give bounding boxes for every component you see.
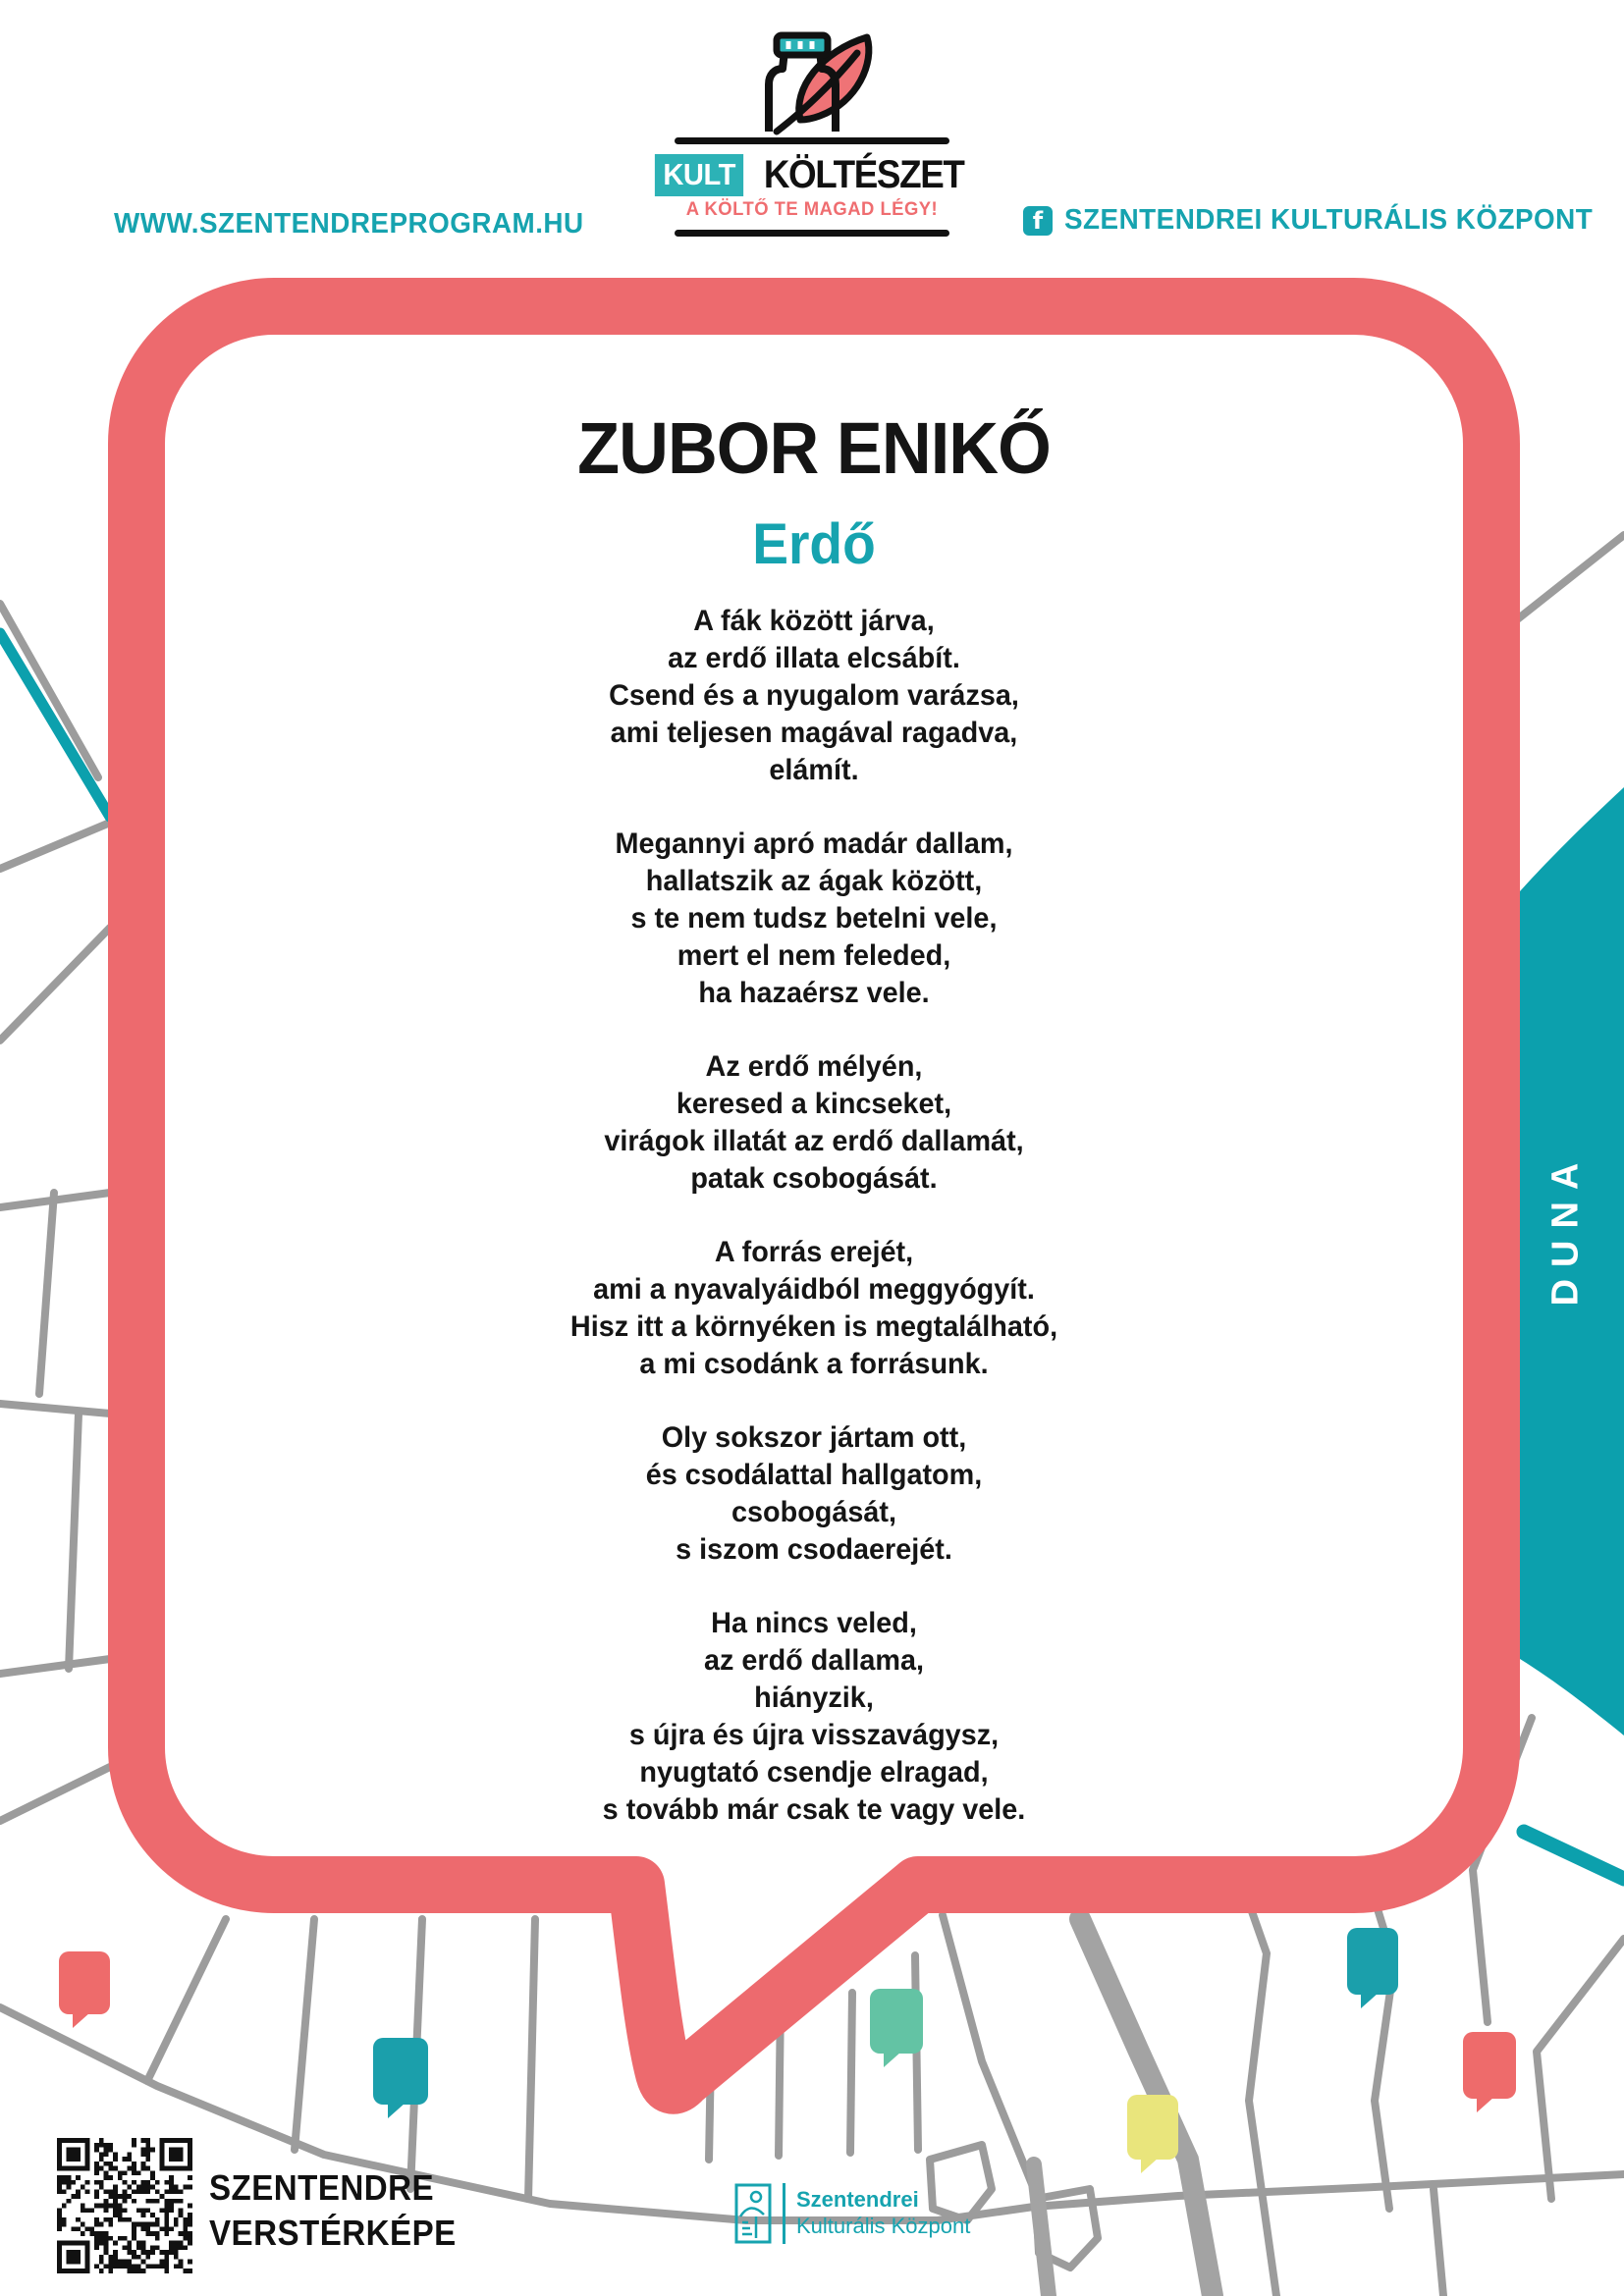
poem-line: Ha nincs veled,	[711, 1607, 917, 1639]
poem-stanza	[154, 1605, 1474, 1829]
marker-coral-left	[59, 1951, 110, 2028]
marker-coral-right	[1463, 2032, 1516, 2112]
org-name-line2: Kulturális Központ	[796, 2214, 971, 2238]
poem-line: ha hazaérsz vele.	[698, 977, 930, 1009]
poem-stanza	[154, 1419, 1474, 1569]
poem-stanza	[154, 826, 1474, 1012]
kult-badge: KULT	[655, 154, 744, 196]
poem-line: Hisz itt a környéken is megtalálható,	[569, 1310, 1058, 1343]
poem-line: hiányzik,	[754, 1682, 874, 1714]
poem-line: ami a nyavalyáidból meggyógyít.	[593, 1273, 1035, 1306]
poem-line: s újra és újra visszavágysz,	[628, 1719, 1000, 1751]
facebook-label: SZENTENDREI KULTURÁLIS KÖZPONT	[1064, 204, 1594, 236]
marker-teal-left	[373, 2038, 428, 2118]
poem-line: patak csobogását.	[690, 1162, 938, 1195]
poem-line: A fák között járva,	[693, 605, 935, 637]
poem-line: mert el nem feleded,	[677, 939, 951, 972]
poem-line: s iszom csodaerejét.	[676, 1533, 952, 1566]
facebook-icon: f	[1023, 206, 1053, 236]
poem-stanza	[154, 1048, 1474, 1198]
poem-title: Erdő	[752, 512, 876, 576]
poem-body	[127, 603, 1501, 1829]
poet-name: ZUBOR ENIKŐ	[577, 407, 1051, 489]
poem-line: s te nem tudsz betelni vele,	[630, 902, 998, 934]
poem-line: Csend és a nyugalom varázsa,	[609, 679, 1019, 712]
poem-line: virágok illatát az erdő dallamát,	[604, 1125, 1024, 1157]
map-main-roads	[1034, 1919, 1213, 2296]
verse-map-title	[209, 2165, 457, 2256]
website-link[interactable]: WWW.SZENTENDREPROGRAM.HU	[114, 208, 584, 240]
poem-line: ami teljesen magával ragadva,	[610, 717, 1018, 749]
poem-line: nyugtató csendje elragad,	[639, 1756, 989, 1789]
poem-stanza	[154, 603, 1474, 789]
poem-line: hallatszik az ágak között,	[645, 865, 983, 897]
cultural-center-logo	[734, 2183, 970, 2244]
poem-line: elámít.	[769, 754, 859, 786]
kolteszet-wordmark: KÖLTÉSZET	[763, 153, 963, 196]
poem-line: A forrás erejét,	[714, 1236, 914, 1268]
poem-line: Oly sokszor jártam ott,	[661, 1421, 967, 1454]
poem-block	[127, 0, 1501, 1829]
duna-label: DUNA	[1544, 1150, 1587, 1307]
poem-stanza	[154, 1234, 1474, 1383]
logo-tagline: A KÖLTŐ TE MAGAD LÉGY!	[685, 199, 939, 220]
verse-map-title-line2: VERSTÉRKÉPE	[209, 2213, 457, 2253]
cultural-center-icon	[734, 2183, 772, 2244]
qr-code	[57, 2138, 192, 2273]
org-divider	[783, 2183, 785, 2244]
poem-line: a mi csodánk a forrásunk.	[639, 1348, 989, 1380]
verse-map-title-line1: SZENTENDRE	[209, 2167, 435, 2208]
poem-line: az erdő illata elcsábít.	[668, 642, 960, 674]
poem-line: és csodálattal hallgatom,	[645, 1459, 983, 1491]
poem-line: keresed a kincseket,	[676, 1088, 952, 1120]
org-name-line1: Szentendrei	[796, 2187, 919, 2212]
poem-line: Az erdő mélyén,	[705, 1050, 923, 1083]
poem-line: az erdő dallama,	[703, 1644, 925, 1677]
poem-line: csobogását,	[731, 1496, 897, 1528]
poem-line: Megannyi apró madár dallam,	[615, 828, 1013, 860]
marker-yellow-center	[1127, 2095, 1178, 2173]
poem-line: s tovább már csak te vagy vele.	[602, 1793, 1026, 1826]
